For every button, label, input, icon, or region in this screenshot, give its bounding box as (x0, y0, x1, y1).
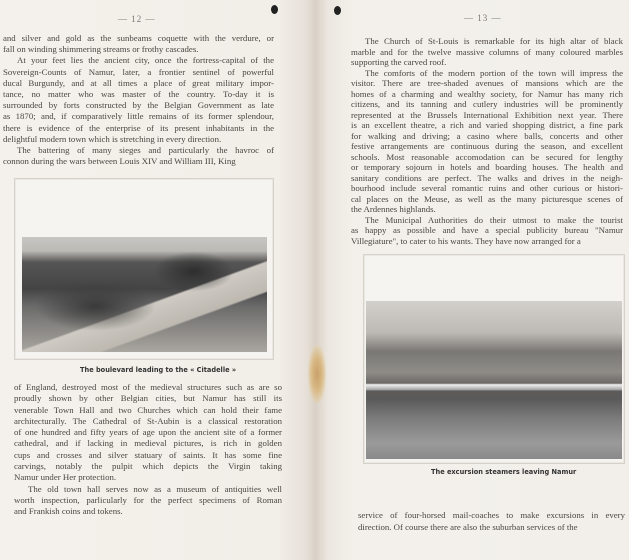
right-bottom-text (358, 510, 625, 533)
text-line: direction. Of course there are also the suburban services of the (358, 521, 578, 532)
text-line: The battering of many sieges and particularly the havroc of (17, 144, 274, 155)
text-line: festive arrangements are continuous during the season, and excellent (351, 141, 623, 151)
text-line: architecturally. The Cathedral of St-Aubin is a classical restoration (14, 415, 282, 426)
steamers-photo (366, 301, 622, 459)
text-line: carvings, notably the pulpit which depicts the Virgin taking (14, 461, 282, 472)
boulevard-photo (22, 237, 267, 352)
text-line: or temporary sojourn in hotels and boarding houses. The health and (351, 162, 623, 172)
text-line: cal places on the Meuse, as well as the many picturesque scenes of (351, 193, 623, 204)
text-line: of England, destroyed most of the medieval structures such as are so (14, 382, 282, 392)
text-line: as happy as possible and have a special publicity bureau "Namur (351, 225, 623, 235)
text-line: tance, no matter who was master of the country. To-day it is (3, 88, 274, 99)
text-line: visitor. There are tree-shaded avenues of mansions which are the (351, 78, 623, 88)
text-line: The old town hall serves now as a museum of antiquities well (28, 483, 282, 494)
text-line: The Municipal Authorities do their utmost to make the tourist (365, 214, 623, 225)
text-line: The comforts of the modern portion of the town will impress the (365, 67, 623, 78)
right-page (316, 0, 629, 560)
left-bottom-text (14, 382, 282, 518)
text-line: service of four-horsed mail-coaches to make excursions in every (358, 510, 625, 520)
text-line: sanitary conditions are perfect. The walks and drives in the neigh- (351, 172, 623, 183)
text-line: cathedral, and if lacking in medieval pictures, is rich in golden (14, 438, 282, 449)
paper-stain (308, 345, 326, 403)
page-number: — 13 — (464, 13, 502, 23)
photo-frame (363, 254, 625, 464)
text-line: cups and crosses and silver statuary of saints. It has some fine (14, 449, 282, 460)
text-line: Namur under Her protection. (14, 472, 117, 483)
text-line: delightful modern town which is stretching in every direction. (3, 133, 222, 144)
text-line: venerable Town Hall and two Churches which can hold their fame (14, 404, 282, 415)
text-line: and Frankish coins and tokens. (14, 506, 123, 517)
photo-caption: The boulevard leading to the « Citadelle » (80, 366, 237, 374)
text-line: supporting the carved roof. (351, 57, 447, 67)
right-top-text (351, 36, 623, 246)
text-line: the Ardennes highlands. (351, 204, 436, 214)
text-line: bourhood include several romantic ruins and other curious or histori- (351, 183, 623, 193)
text-line: worth inspection, parlicularly for the perfect specimens of Roman (14, 494, 282, 505)
text-line: surrounded by forts constructed by the Belgian Government as late (3, 100, 274, 111)
binding-hole (271, 5, 278, 14)
text-line: schools. Most reasonable accomodation can be secured for lengthy (351, 151, 623, 162)
text-line: proudly shown by other Belgian cities, but Namur has still its (14, 393, 282, 404)
text-line: is an excellent theatre, a rich and varied shopping district, a fine park (351, 120, 623, 130)
text-line: connon during the wars between Louis XIV and William III, King (3, 156, 236, 167)
page-number: — 12 — (118, 14, 156, 24)
text-line: represented at the Brussels International Exhibition next year. There (351, 109, 623, 120)
text-line: homes of a charming and wealthy society, for Namur has many rich (351, 88, 623, 99)
text-line: of one hundred and fifty years of age upon the ancient site of a former (14, 427, 282, 438)
text-line: as 1870; and, if comparatively little remains of its former splendour, (3, 111, 274, 122)
text-line: The Church of St-Louis is remarkable for its high altar of black (365, 36, 623, 46)
photo-frame (14, 178, 274, 360)
text-line: fall on winding shimmering streams or frothy cascades. (3, 44, 199, 55)
text-line: Villegiature", to cater to his wants. They have now arranged for a (351, 235, 581, 246)
text-line: and silver and gold as the sunbeams coquette with the verdure, or (3, 33, 274, 43)
text-line: for walking and driving; a casino where balls, concerts and other (351, 130, 623, 141)
left-top-text (3, 33, 274, 167)
text-line: ducal Burgundy, and at all times a place of great military impor- (3, 77, 274, 88)
binding-hole (334, 6, 341, 15)
text-line: there is evidence of the enterprise of its present inhabitants in the (3, 122, 274, 133)
text-line: At your feet lies the ancient city, once the fortress-capital of the (17, 55, 274, 66)
text-line: marble and for the twelve massive columns of many coloured marbles (351, 46, 623, 57)
photo-caption: The excursion steamers leaving Namur (431, 468, 577, 476)
text-line: Sovereign-Counts of Namur, later, a frontier sentinel of powerful (3, 66, 274, 77)
text-line: citizens, and its tanning and cutlery industries will be prominently (351, 99, 623, 109)
